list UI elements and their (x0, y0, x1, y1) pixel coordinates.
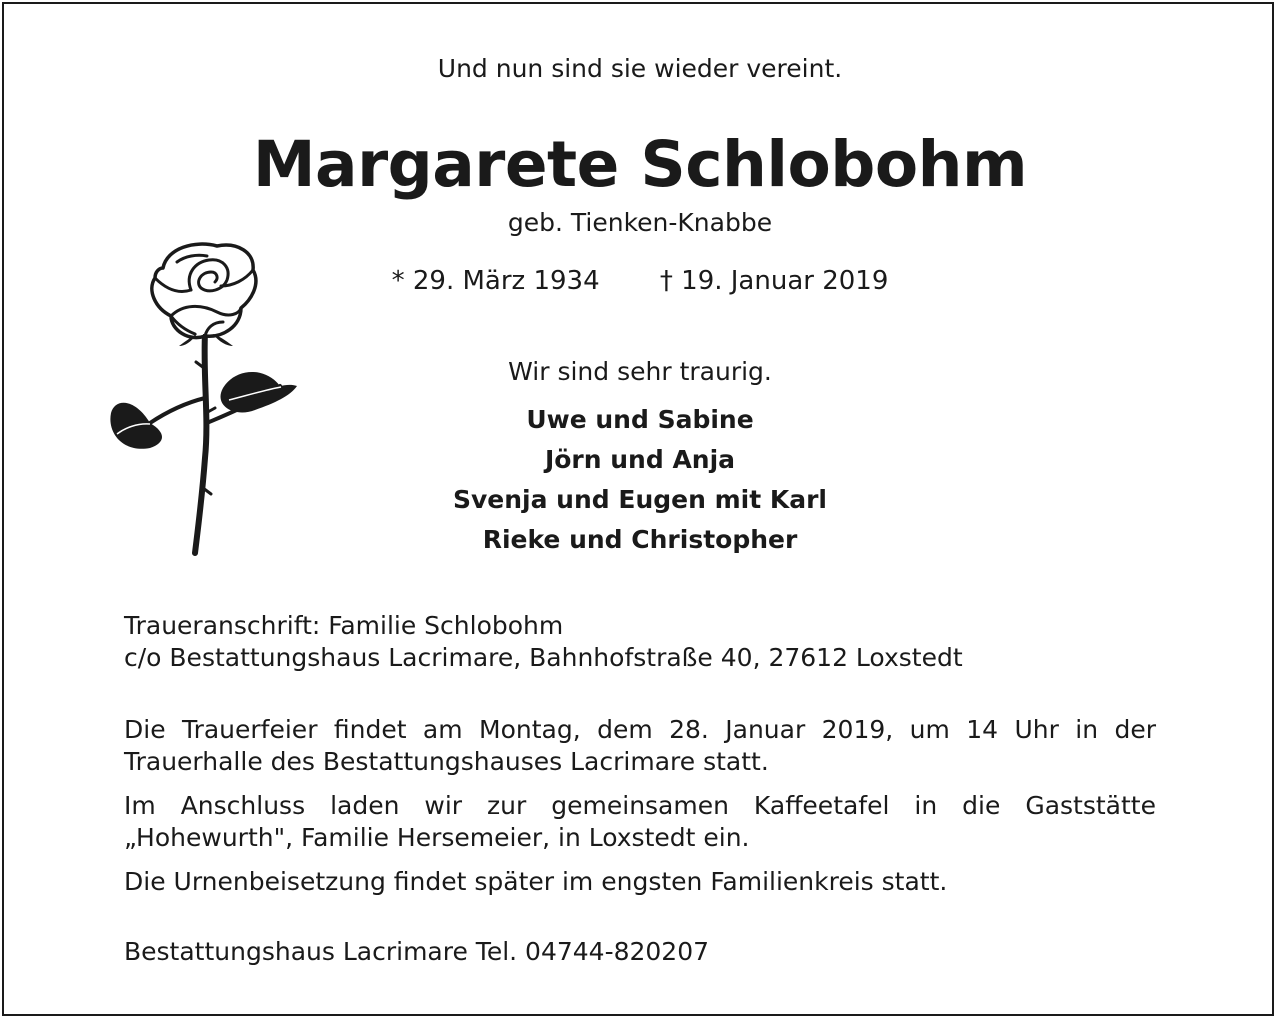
address-line: c/o Bestattungshaus Lacrimare, Bahnhofstraße 40, 27612 Loxstedt (124, 643, 963, 672)
birth-date: * 29. März 1934 (391, 266, 600, 296)
deceased-name: Margarete Schlobohm (252, 128, 1028, 201)
funeral-home-contact: Bestattungshaus Lacrimare Tel. 04744-820207 (124, 937, 710, 966)
urn-burial-info: Die Urnenbeisetzung findet später im engsten Familienkreis statt. (124, 867, 948, 896)
coffee-invitation: Im Anschluss laden wir zur gemeinsamen Kaffeetafel in die Gaststätte „Hohewurth", Familie Hersemeier, in Loxstedt ein. (124, 791, 1156, 852)
family-member: Uwe und Sabine (526, 405, 754, 434)
motto: Und nun sind sie wieder vereint. (437, 54, 843, 83)
death-date: † 19. Januar 2019 (659, 266, 889, 296)
ceremony-info: Die Trauerfeier findet am Montag, dem 28. Januar 2019, um 14 Uhr in der Trauerhalle des Bestattungshauses Lacrimare statt. (124, 715, 1156, 776)
rose-icon (105, 238, 305, 558)
grief-line: Wir sind sehr traurig. (508, 357, 772, 386)
family-member: Rieke und Christopher (482, 525, 798, 554)
birth-name: geb. Tienken-Knabbe (507, 208, 773, 237)
family-member: Jörn und Anja (544, 445, 736, 474)
family-member: Svenja und Eugen mit Karl (452, 485, 828, 514)
address-line: Traueranschrift: Familie Schlobohm (124, 611, 564, 640)
mourning-address (124, 610, 1156, 674)
